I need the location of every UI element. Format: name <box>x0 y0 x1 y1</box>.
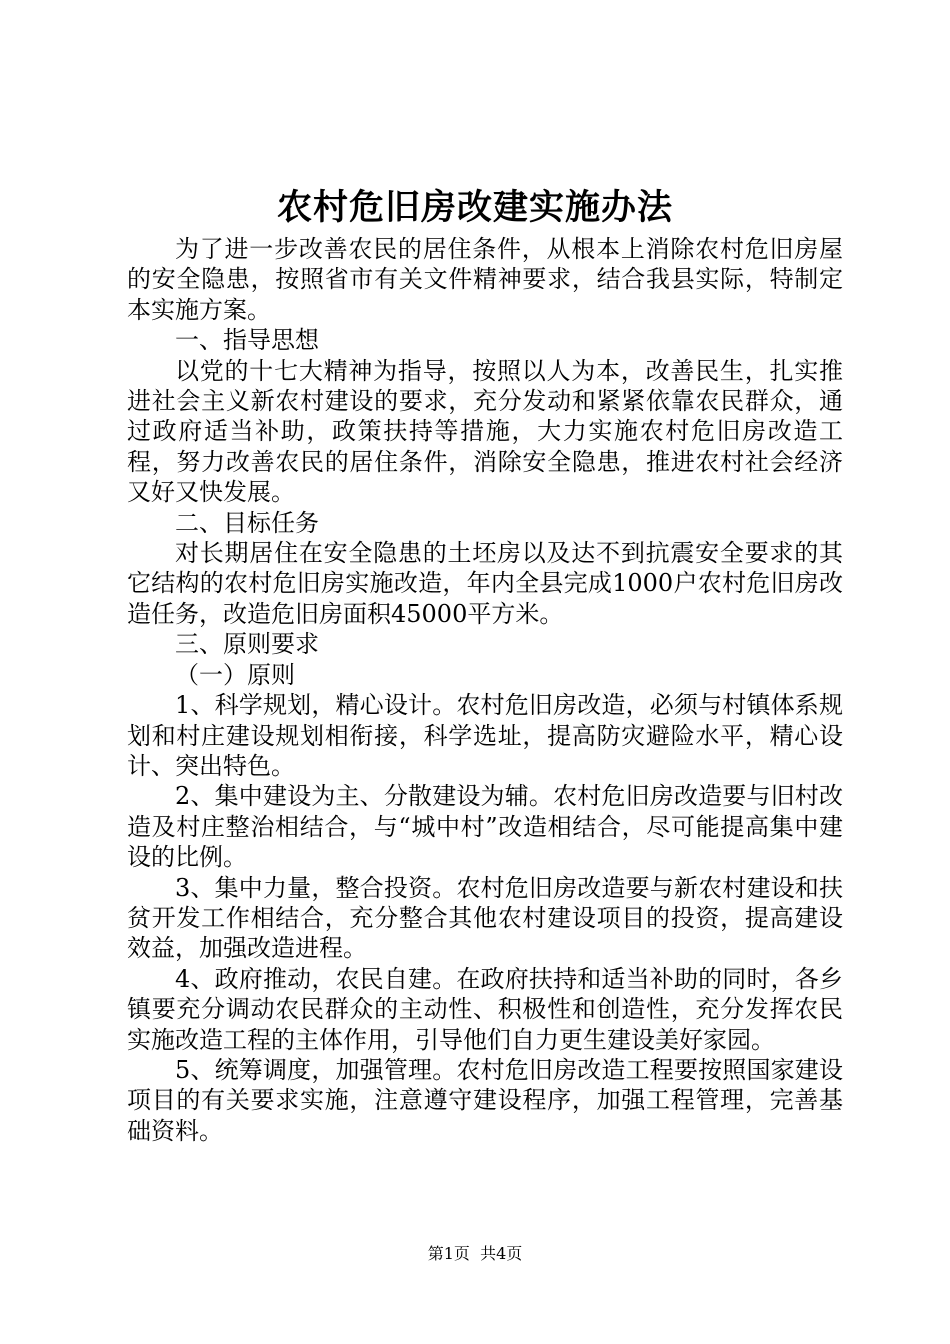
page-number: 第1页 <box>427 1244 470 1263</box>
document-body <box>127 234 843 1146</box>
principle-item-4: 4、政府推动，农民自建。在政府扶持和适当补助的同时，各乡镇要充分调动农民群众的主动性、积极性和创造性，充分发挥农民实施改造工程的主体作用，引导他们自力更生建设美好家园。 <box>127 964 843 1054</box>
intro-paragraph: 为了进一步改善农民的居住条件，从根本上消除农村危旧房屋的安全隐患，按照省市有关文件精神要求，结合我县实际，特制定本实施方案。 <box>127 235 843 324</box>
principle-item-5: 5、统筹调度，加强管理。农村危旧房改造工程要按照国家建设项目的有关要求实施，注意遵守建设程序，加强工程管理，完善基础资料。 <box>127 1055 843 1145</box>
subsection-heading-principles: （一）原则 <box>175 660 295 689</box>
section-heading-guiding-ideology: 一、指导思想 <box>175 326 319 355</box>
principle-item-1: 1、科学规划，精心设计。农村危旧房改造，必须与村镇体系规划和村庄建设规划相衔接，科学选址，提高防灾避险水平，精心设计、突出特色。 <box>127 691 843 780</box>
footer-spacer <box>470 1244 480 1263</box>
principle-item-2: 2、集中建设为主、分散建设为辅。农村危旧房改造要与旧村改造及村庄整治相结合，与“城中村”改造相结合，尽可能提高集中建设的比例。 <box>127 782 843 872</box>
page-footer <box>0 1243 950 1265</box>
section-heading-objectives: 二、目标任务 <box>175 508 319 537</box>
section-heading-principles-requirements: 三、原则要求 <box>175 630 319 659</box>
document-title: 农村危旧房改建实施办法 <box>276 187 673 228</box>
objectives-paragraph: 对长期居住在安全隐患的土坯房以及达不到抗震安全要求的其它结构的农村危旧房实施改造，年内全县完成1000户农村危旧房改造任务，改造危旧房面积45000平方米。 <box>127 539 843 628</box>
page-total: 共4页 <box>480 1244 523 1263</box>
guiding-ideology-paragraph: 以党的十七大精神为指导，按照以人为本，改善民生，扎实推进社会主义新农村建设的要求，充分发动和紧紧依靠农民群众，通过政府适当补助，政策扶持等措施，大力实施农村危旧房改造工程，努力改善农民的居住条件，消除安全隐患，推进农村社会经济又好又快发展。 <box>127 356 843 507</box>
principle-item-3: 3、集中力量，整合投资。农村危旧房改造要与新农村建设和扶贫开发工作相结合，充分整合其他农村建设项目的投资，提高建设效益，加强改造进程。 <box>127 873 843 963</box>
